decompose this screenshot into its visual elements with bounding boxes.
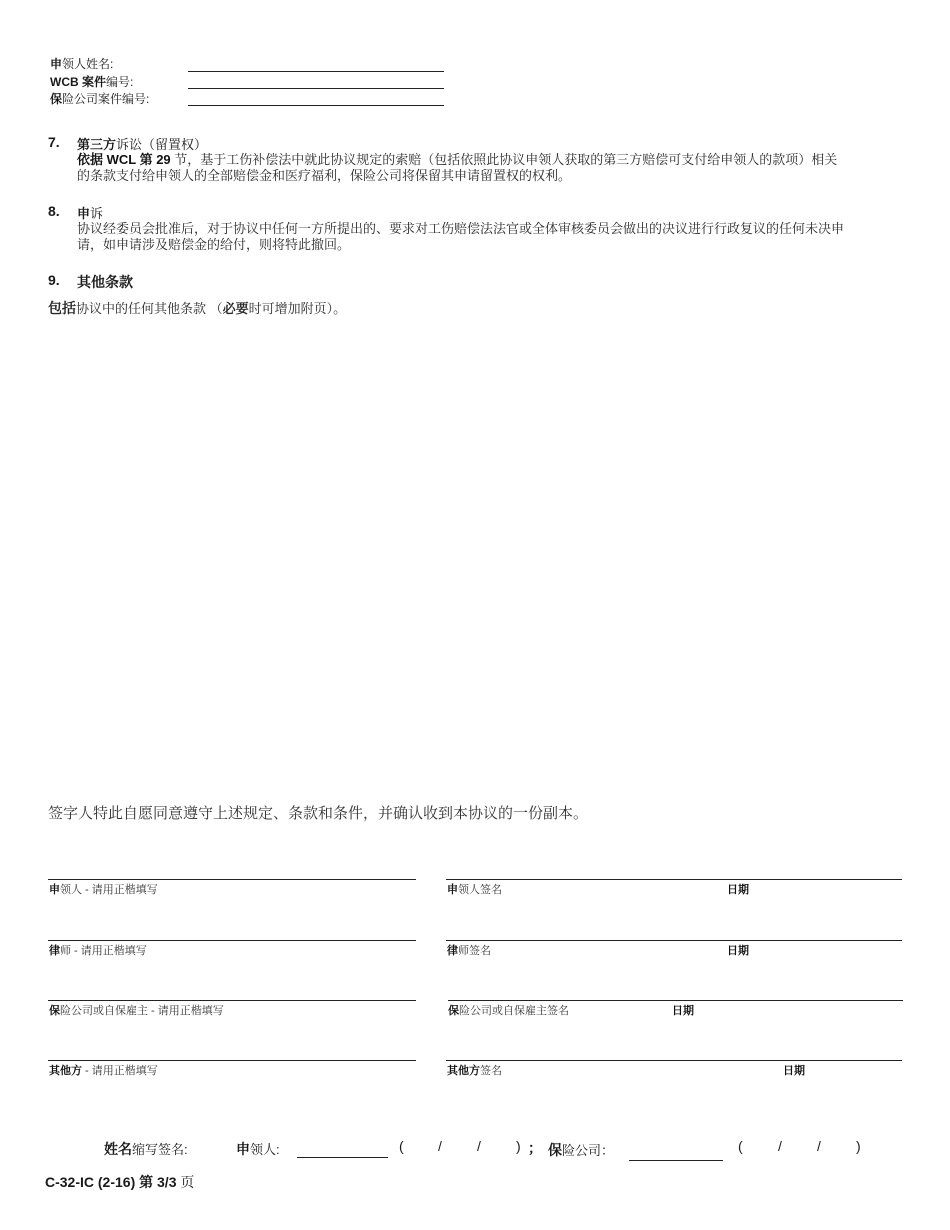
carrier-case-label: 保险公司案件编号: <box>50 92 150 106</box>
carrier-case-field[interactable] <box>188 105 444 106</box>
section-8-number: 8. <box>48 203 60 219</box>
carrier-sign-line[interactable] <box>448 1000 903 1001</box>
initials-claimant-label: 申领人: <box>236 1141 280 1157</box>
claimant-date-slash-1: / <box>438 1138 442 1154</box>
other-sign-label: 其他方签名 <box>447 1065 502 1077</box>
carrier-date-slash-1: / <box>778 1138 782 1154</box>
section-8-body: 协议经委员会批准后，对于协议中任何一方所提出的、要求对工伤赔偿法法官或全体审核委员会做出的决议进行行政复议的任何未决申 请，如申请涉及赔偿金的给付，则将特此撤回。 <box>77 221 845 252</box>
claimant-name-field[interactable] <box>188 71 444 72</box>
carrier-print-line[interactable] <box>48 1000 416 1001</box>
claimant-print-line[interactable] <box>48 879 416 880</box>
claimant-date-slash-2: / <box>477 1138 481 1154</box>
carrier-date-open-paren: ( <box>738 1138 743 1154</box>
carrier-sign-label: 保险公司或自保雇主签名 <box>448 1005 569 1017</box>
wcb-case-field[interactable] <box>188 88 444 89</box>
other-date-label: 日期 <box>783 1065 805 1077</box>
section-9-number: 9. <box>48 272 60 288</box>
attorney-sign-line[interactable] <box>446 940 902 941</box>
section-7-title: 第三方诉讼（留置权） <box>77 137 208 152</box>
claimant-date-label: 日期 <box>727 884 749 896</box>
attorney-print-line[interactable] <box>48 940 416 941</box>
other-terms-area[interactable] <box>48 322 903 772</box>
claimant-sign-label: 申领人签名 <box>447 884 502 896</box>
initials-claimant-field[interactable] <box>297 1157 388 1158</box>
form-footer: C-32-IC (2-16) 第 3/3 页 <box>45 1174 195 1190</box>
claimant-sign-line[interactable] <box>446 879 902 880</box>
attorney-print-label: 律师 - 请用正楷填写 <box>49 945 147 957</box>
initials-label: 姓名缩写签名: <box>104 1141 188 1157</box>
claimant-date-close-paren: ) <box>516 1138 521 1154</box>
claimant-print-label: 申领人 - 请用正楷填写 <box>49 884 158 896</box>
other-sign-line[interactable] <box>446 1060 902 1061</box>
initials-carrier-label: 保险公司： <box>548 1142 615 1158</box>
claimant-name-label: 申领人姓名: <box>50 57 114 71</box>
initials-carrier-field[interactable] <box>629 1160 723 1161</box>
claimant-date-open-paren: ( <box>399 1138 404 1154</box>
section-9-title: 其他条款 <box>77 274 133 290</box>
section-7-number: 7. <box>48 134 60 150</box>
carrier-date-slash-2: / <box>817 1138 821 1154</box>
other-print-label: 其他方 - 请用正楷填写 <box>49 1065 158 1077</box>
carrier-date-label: 日期 <box>672 1005 694 1017</box>
acknowledgment-text: 签字人特此自愿同意遵守上述规定、条款和条件，并确认收到本协议的一份副本。 <box>48 805 589 822</box>
attorney-date-label: 日期 <box>727 945 749 957</box>
initials-separator: ； <box>528 1140 542 1156</box>
carrier-date-close-paren: ) <box>856 1138 861 1154</box>
attorney-sign-label: 律师签名 <box>447 945 491 957</box>
section-8-title: 申诉 <box>77 206 104 221</box>
section-9-note: 包括协议中的任何其他条款 （必要时可增加附页）。 <box>48 300 347 316</box>
other-print-line[interactable] <box>48 1060 416 1061</box>
wcb-case-label: WCB 案件编号: <box>50 75 134 89</box>
carrier-print-label: 保险公司或自保雇主 - 请用正楷填写 <box>49 1005 224 1017</box>
section-7-body: 依据 WCL 第 29 节，基于工伤补偿法中就此协议规定的索赔（包括依照此协议申领人获取的第三方赔偿可支付给申领人的款项）相关 的条款支付给申领人的全部赔偿金和医疗福利，保险公司将保留其申请留置权的权利。 <box>77 152 838 183</box>
